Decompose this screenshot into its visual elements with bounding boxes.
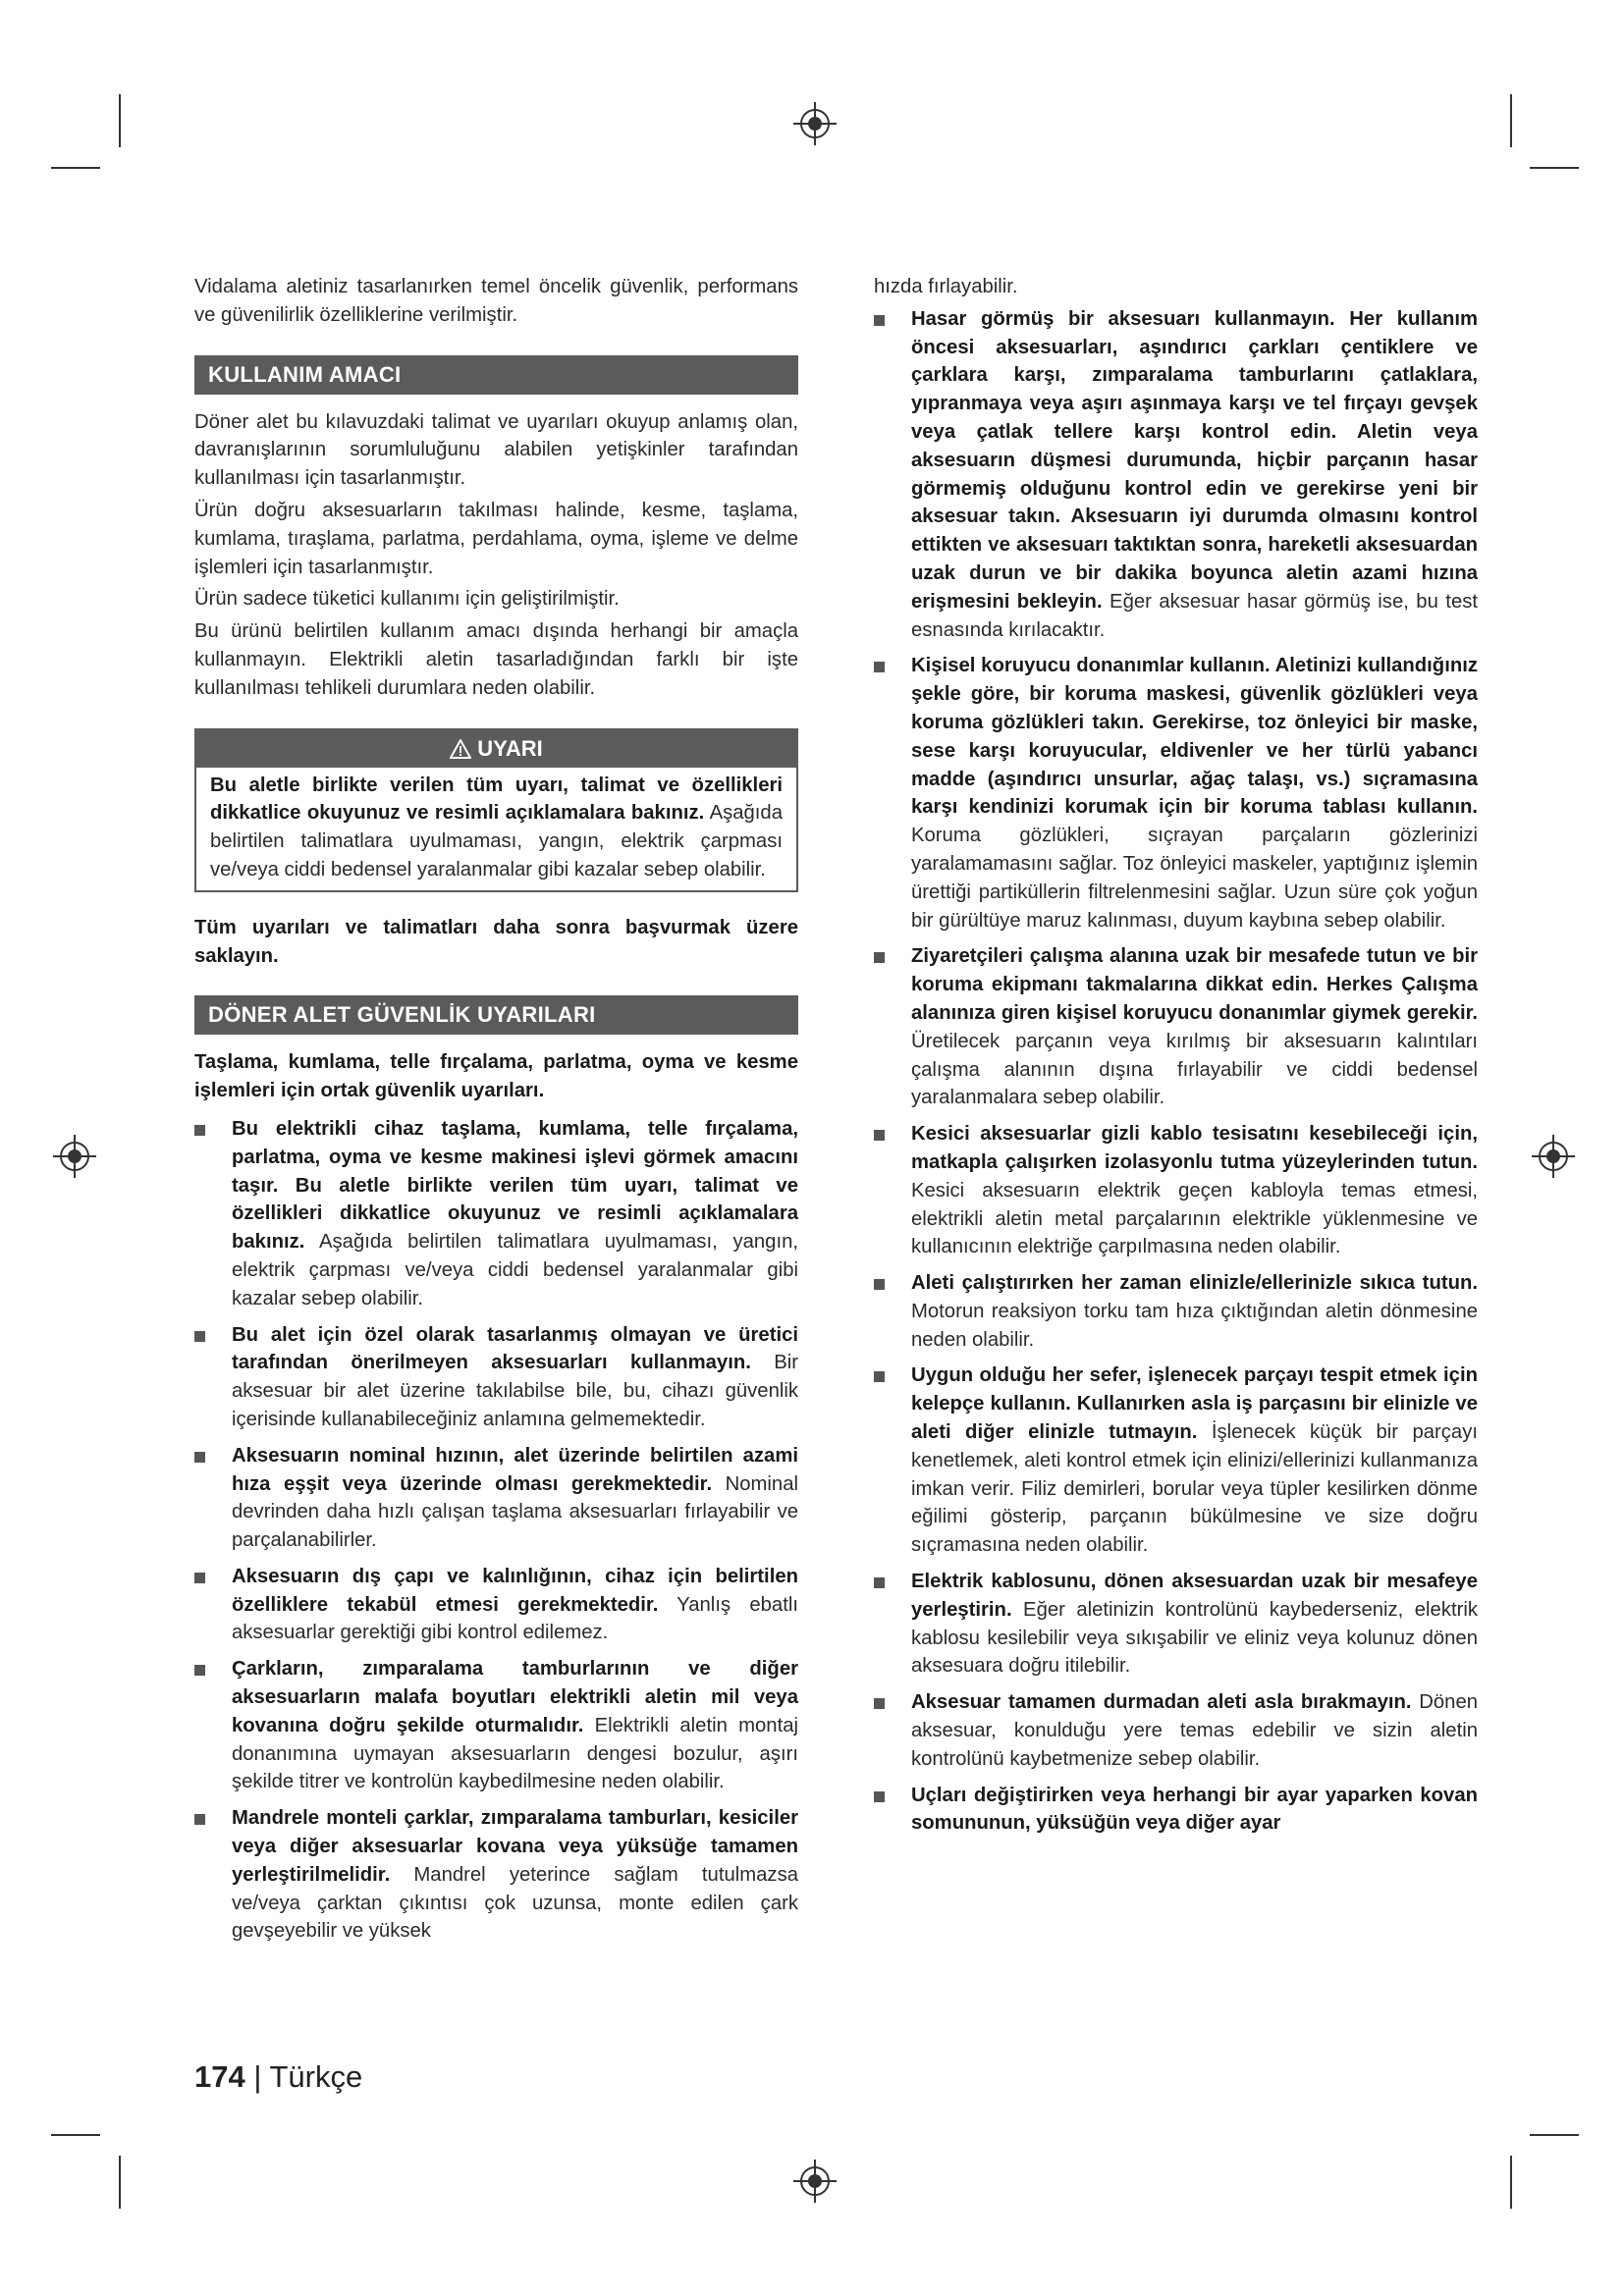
usage-paragraph: Ürün doğru aksesuarların takılması halinde, kesme, taşlama, kumlama, tıraşlama, parlatma, perdahlama, oyma, işleme ve delme işlemleri için tasarlanmıştır. [194, 499, 798, 578]
bullet-icon [194, 1665, 205, 1676]
registration-mark-icon [53, 1135, 96, 1178]
bullet-icon [194, 1814, 205, 1825]
safety-subheading: Taşlama, kumlama, telle fırçalama, parlatma, oyma ve kesme işlemleri için ortak güvenlik uyarıları. [194, 1051, 798, 1102]
list-item: Aksesuarın dış çapı ve kalınlığının, cihaz için belirtilen özelliklere tekabül etmesi gerekmektedir. Yanlış ebatlı aksesuarlar gerektiği gibi kontrol edilemez. [194, 1563, 798, 1647]
bullet-icon [874, 1371, 885, 1382]
crop-mark [1530, 2134, 1579, 2136]
crop-mark [1510, 2156, 1512, 2209]
bullet-icon [874, 1577, 885, 1588]
warning-triangle-icon [450, 739, 471, 759]
bullet-icon [194, 1573, 205, 1583]
registration-mark-icon [793, 2160, 837, 2203]
bullet-icon [874, 1698, 885, 1709]
crop-mark [1530, 167, 1579, 169]
safety-list-left [194, 1115, 798, 1946]
bullet-icon [194, 1331, 205, 1342]
page-number: 174 [194, 2059, 245, 2094]
list-item: Uygun olduğu her sefer, işlenecek parçayı tespit etmek için kelepçe kullanın. Kullanırken asla iş parçasını bir elinizle ve aleti diğer elinizle tutmayın. İşlenecek küçük bir parçayı kenetlemek, aleti kontrol etmek için elinizi/ellerinizi kullanmanıza imkan verir. Filiz demirleri, borular veya tüpler kesilirken dönme eğilimi gösterip, parçanın bükülmesine ve size doğru sıçramasına neden olabilir. [874, 1362, 1478, 1560]
list-item: Hasar görmüş bir aksesuarı kullanmayın. Her kullanım öncesi aksesuarları, aşındırıcı çarkları çentiklere ve çarklara karşı, zımparalama tamburlarını çatlaklara, yıpranmaya veya aşırı aşınmaya karşı ve tel fırçayı gevşek veya çatlak tellere karşı kontrol edin. Aletin veya aksesuarın düşmesi durumunda, hiçbir parçanın hasar görmemiş olduğunu kontrol edin ve gerekirse yeni bir aksesuar takın. Aksesuarın iyi durumda olmasını kontrol ettikten ve aksesuarı taktıktan sonra, hareketli aksesuardan uzak durun ve bir dakika boyunca aletin azami hızına erişmesini bekleyin. Eğer aksesuar hasar görmüş ise, bu test esnasında kırılacaktır. [874, 305, 1478, 645]
crop-mark [119, 2156, 121, 2209]
intro-text: Vidalama aletiniz tasarlanırken temel öncelik güvenlik, performans ve güvenilirlik özelliklerine verilmiştir. [194, 276, 798, 326]
list-item: Uçları değiştirirken veya herhangi bir ayar yaparken kovan somununun, yüksüğün veya diğer ayar [874, 1782, 1478, 1839]
bullet-icon [874, 1279, 885, 1290]
list-item: Aksesuarın nominal hızının, alet üzerinde belirtilen azami hıza eşşit veya üzerinde olması gerekmektedir. Nominal devrinden daha hızlı çalışan taşlama aksesuarları fırlayabilir ve parçalanabilirler. [194, 1442, 798, 1555]
bullet-icon [874, 1130, 885, 1141]
list-item: Kişisel koruyucu donanımlar kullanın. Aletinizi kullandığınız şekle göre, bir koruma maskesi, güvenlik gözlükleri veya koruma gözlükleri takın. Gerekirse, toz önleyici bir maske, sese karşı koruyucular, eldivenler ve her türlü yabancı madde (aşındırıcı unsurlar, ağaç talaşı, vs.) sıçramasına karşı kendinizi korumak için bir koruma tablası kullanın. Koruma gözlükleri, sıçrayan parçaların gözlerinizi yaralamamasını sağlar. Toz önleyici maskeler, yaptığınız işlemin ürettiği partiküllerin filtrelenmesini sağlar. Uzun süre çok yoğun bir gürültüye maruz kalınması, duyum kaybına sebep olabilir. [874, 652, 1478, 934]
list-item: Bu alet için özel olarak tasarlanmış olmayan ve üretici tarafından önerilmeyen aksesuarları kullanmayın. Bir aksesuar bir alet üzerine takılabilse bile, bu, cihazı güvenlik içerisinde kullanabileceğiniz anlamına gelmemektedir. [194, 1321, 798, 1434]
list-item: Elektrik kablosunu, dönen aksesuardan uzak bir mesafeye yerleştirin. Eğer aletinizin kontrolünü kaybederseniz, elektrik kablosu kesilebilir veya sıkışabilir ve eliniz veya kolunuz dönen aksesuara doğru itilebilir. [874, 1568, 1478, 1681]
list-item: Bu elektrikli cihaz taşlama, kumlama, telle fırçalama, parlatma, oyma ve kesme makinesi işlevi görmek amacını taşır. Bu aletle birlikte verilen tüm uyarı, talimat ve özellikleri dikkatlice okuyunuz ve resimli açıklamalara bakınız. Aşağıda belirtilen talimatlara uyulmaması, yangın, elektrik çarpması ve/veya ciddi bedensel yaralanmalar gibi kazalar sebep olabilir. [194, 1115, 798, 1313]
keep-instructions-note: Tüm uyarıları ve talimatları daha sonra başvurmak üzere saklayın. [194, 916, 798, 967]
section-heading-safety: DÖNER ALET GÜVENLİK UYARILARI [194, 995, 798, 1035]
bullet-icon [874, 952, 885, 963]
page-footer [194, 2059, 362, 2095]
safety-list-right [874, 305, 1478, 1838]
warning-box [194, 728, 798, 892]
warning-text: Bu aletle birlikte verilen tüm uyarı, talimat ve özellikleri dikkatlice okuyunuz ve resimli açıklamalara bakınız. Aşağıda belirtilen talimatlara uyulmaması, yangın, elektrik çarpması ve/veya ciddi bedensel yaralanmalar gibi kazalar sebep olabilir. [210, 774, 783, 881]
footer-separator: | [244, 2059, 270, 2094]
registration-mark-icon [793, 102, 837, 145]
usage-paragraph: Ürün sadece tüketici kullanımı için geliştirilmiştir. [194, 588, 620, 611]
left-column [194, 273, 798, 1953]
right-column [874, 273, 1478, 1845]
bullet-icon [194, 1452, 205, 1463]
list-item: Mandrele monteli çarklar, zımparalama tamburları, kesiciler veya diğer aksesuarlar kovana veya yüksüğe tamamen yerleştirilmelidir. Mandrel yeterince sağlam tutulmazsa ve/veya çarktan çıkıntısı çok uzunsa, monte edilen çark gevşeyebilir ve yüksek [194, 1804, 798, 1946]
registration-mark-icon [1532, 1135, 1575, 1178]
crop-mark [119, 94, 121, 147]
list-item: Aleti çalıştırırken her zaman elinizle/ellerinizle sıkıca tutun. Motorun reaksiyon torku tam hıza çıktığından aletin dönmesine neden olabilir. [874, 1269, 1478, 1354]
usage-paragraph: Döner alet bu kılavuzdaki talimat ve uyarıları okuyup anlamış olan, davranışlarının sorumluluğunu alabilen yetişkinler tarafından kullanılması için tasarlanmıştır. [194, 410, 798, 490]
crop-mark [51, 167, 100, 169]
crop-mark [1510, 94, 1512, 147]
list-item: Çarkların, zımparalama tamburlarının ve diğer aksesuarların malafa boyutları elektrikli aletin mil veya kovanına doğru şekilde oturmalıdır. Elektrikli aletin montaj donanımına uymayan aksesuarların dengesi bozulur, aşırı şekilde titrer ve kontrolün kaybedilmesine neden olabilir. [194, 1655, 798, 1796]
list-item: Aksesuar tamamen durmadan aleti asla bırakmayın. Dönen aksesuar, konulduğu yere temas edebilir ve sizin aletin kontrolünü kaybetmenize sebep olabilir. [874, 1688, 1478, 1773]
bullet-icon [874, 662, 885, 672]
bullet-icon [874, 315, 885, 326]
continuation-text: hızda fırlayabilir. [874, 276, 1018, 297]
list-item: Kesici aksesuarlar gizli kablo tesisatını kesebileceği için, matkapla çalışırken izolasyonlu tutma yüzeylerinden tutun. Kesici aksesuarın elektrik geçen kabloyla temas etmesi, elektrikli aletin metal parçalarının elektrikle yüklenmesine ve kullanıcının elektriğe çarpılmasına neden olabilir. [874, 1120, 1478, 1261]
warning-title: UYARI [477, 735, 543, 761]
bullet-icon [874, 1791, 885, 1802]
list-item: Ziyaretçileri çalışma alanına uzak bir mesafede tutun ve bir koruma ekipmanı takmalarına dikkat edin. Herkes Çalışma alanınıza giren kişisel koruyucu donanımlar giymek gerekir. Üretilecek parçanın veya kırılmış bir aksesuarın kalıntıları çalışma alanının dışına fırlayabilir ve ciddi bedensel yaralanmalara sebep olabilir. [874, 942, 1478, 1112]
crop-mark [51, 2134, 100, 2136]
warning-header [196, 730, 796, 768]
bullet-icon [194, 1125, 205, 1136]
usage-paragraph: Bu ürünü belirtilen kullanım amacı dışında herhangi bir amaçla kullanmayın. Elektrikli aletin tasarladığından farklı bir işte kullanılması tehlikeli durumlara neden olabilir. [194, 620, 798, 699]
section-heading-usage: KULLANIM AMACI [194, 355, 798, 395]
footer-language: Türkçe [269, 2059, 363, 2094]
